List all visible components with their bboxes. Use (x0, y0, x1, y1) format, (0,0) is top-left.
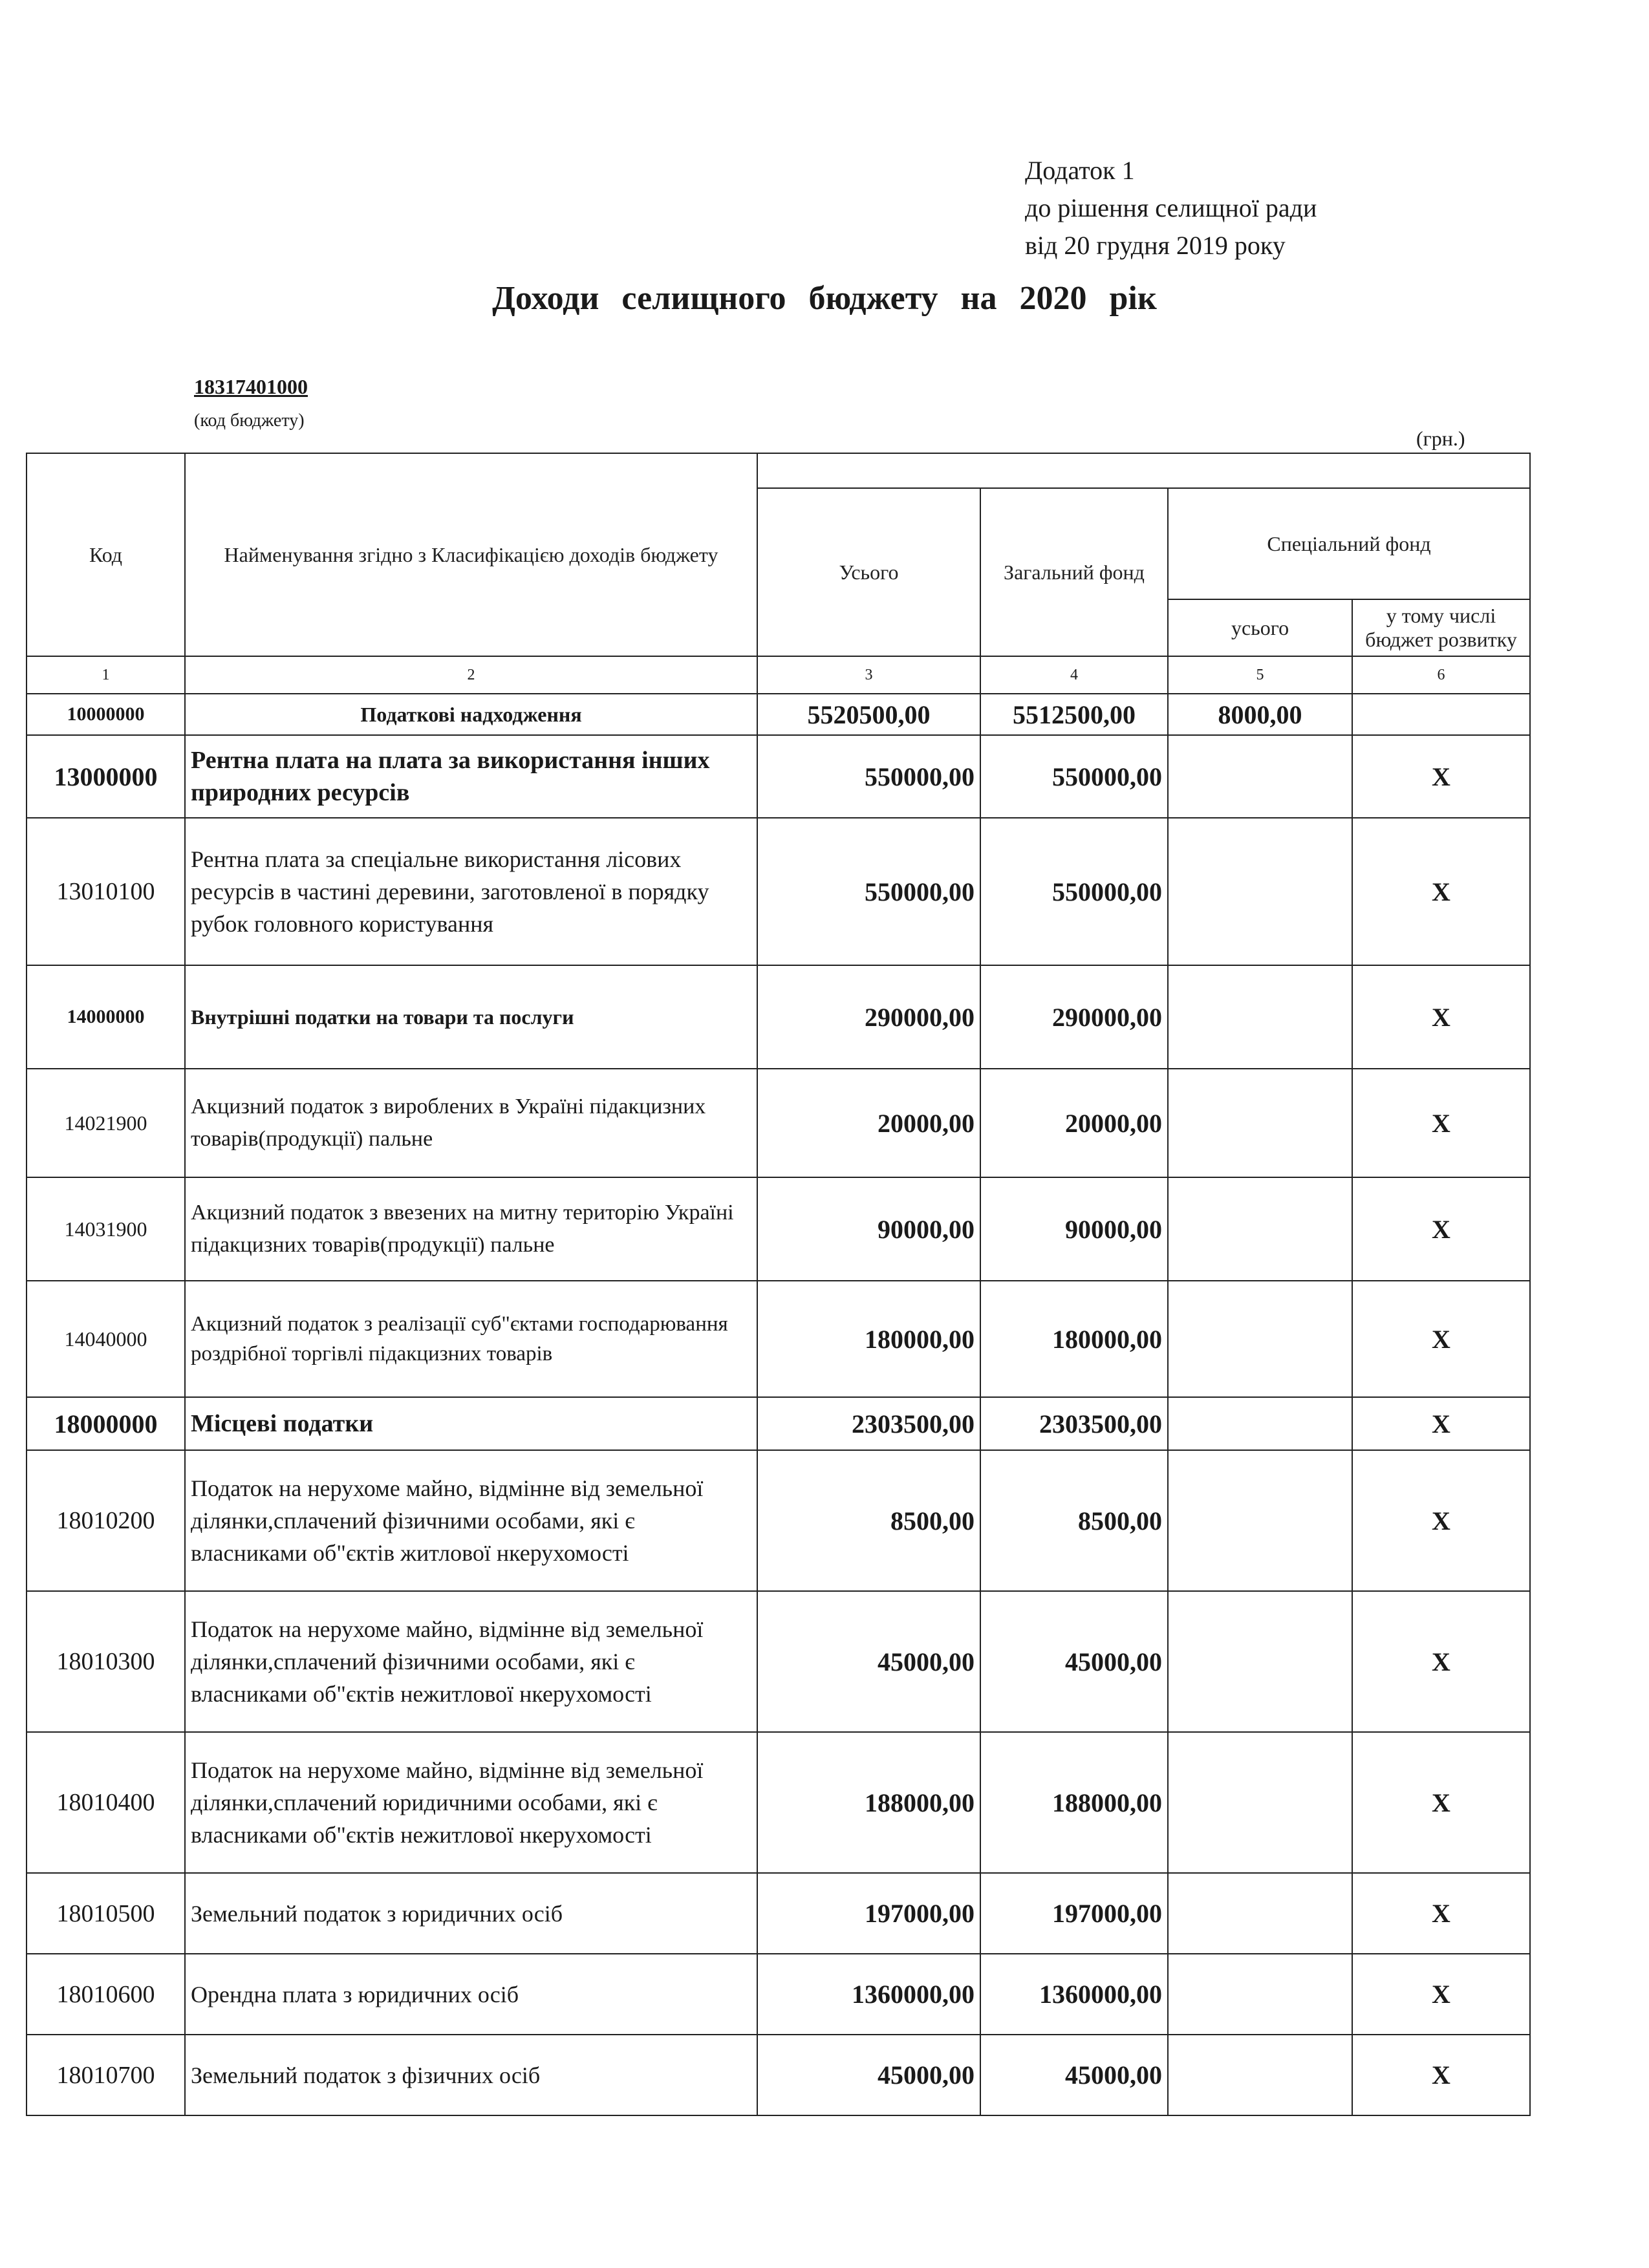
row-total: 8500,00 (757, 1450, 980, 1591)
row-special (1168, 1177, 1352, 1281)
row-dev: X (1352, 1591, 1530, 1732)
row-general: 45000,00 (980, 2035, 1168, 2115)
row-name: Податок на нерухоме майно, відмінне від земельної ділянки,сплачений фізичними особами, які є власниками об"єктів житлової нкерухомості (185, 1450, 757, 1591)
col-number-1: 1 (27, 656, 185, 694)
col-header-special-total: усього (1168, 599, 1352, 656)
table-row (27, 818, 1530, 965)
row-total: 2303500,00 (757, 1397, 980, 1450)
col-header-total: Усього (757, 488, 980, 656)
table-row (27, 965, 1530, 1069)
table-row (27, 1732, 1530, 1873)
row-name: Акцизний податок з ввезених на митну територію Україні підакцизних товарів(продукції) пальне (185, 1177, 757, 1281)
row-code: 18010200 (27, 1450, 185, 1591)
row-code: 13000000 (27, 735, 185, 818)
col-number-5: 5 (1168, 656, 1352, 694)
row-code: 10000000 (27, 694, 185, 735)
row-general: 1360000,00 (980, 1954, 1168, 2035)
row-code: 18010400 (27, 1732, 185, 1873)
row-dev: X (1352, 2035, 1530, 2115)
row-name: Рентна плата на плата за використання інших природних ресурсів (185, 735, 757, 818)
row-dev: X (1352, 1954, 1530, 2035)
row-dev: X (1352, 1732, 1530, 1873)
table-row (27, 1954, 1530, 2035)
row-dev: X (1352, 1177, 1530, 1281)
table-row (27, 694, 1530, 735)
row-total: 90000,00 (757, 1177, 980, 1281)
budget-code-label: (код бюджету) (194, 411, 305, 431)
table-row (27, 1450, 1530, 1591)
row-code: 18000000 (27, 1397, 185, 1450)
row-total: 290000,00 (757, 965, 980, 1069)
row-code: 13010100 (27, 818, 185, 965)
row-dev: X (1352, 1873, 1530, 1954)
row-general: 188000,00 (980, 1732, 1168, 1873)
row-total: 550000,00 (757, 735, 980, 818)
row-name: Орендна плата з юридичних осіб (185, 1954, 757, 2035)
row-general: 20000,00 (980, 1069, 1168, 1177)
row-special (1168, 1397, 1352, 1450)
row-total: 45000,00 (757, 2035, 980, 2115)
row-code: 18010700 (27, 2035, 185, 2115)
row-dev: X (1352, 1397, 1530, 1450)
row-dev (1352, 694, 1530, 735)
row-name: Податок на нерухоме майно, відмінне від земельної ділянки,сплачений фізичними особами, які є власниками об"єктів нежитлової нкерухомості (185, 1591, 757, 1732)
row-code: 14021900 (27, 1069, 185, 1177)
row-special (1168, 1069, 1352, 1177)
budget-code: 18317401000 (194, 375, 308, 398)
row-name: Акцизний податок з вироблених в Україні підакцизних товарів(продукції) пальне (185, 1069, 757, 1177)
row-general: 45000,00 (980, 1591, 1168, 1732)
row-special (1168, 1954, 1352, 2035)
appendix-header (1025, 152, 1317, 264)
row-name: Внутрішні податки на товари та послуги (185, 965, 757, 1069)
col-header-general: Загальний фонд (980, 488, 1168, 656)
row-total: 550000,00 (757, 818, 980, 965)
col-header-special-dev: у тому числі бюджет розвитку (1352, 599, 1530, 656)
row-general: 90000,00 (980, 1177, 1168, 1281)
revenue-table (26, 453, 1531, 2116)
col-number-2: 2 (185, 656, 757, 694)
row-special (1168, 1450, 1352, 1591)
row-special (1168, 1873, 1352, 1954)
table-row (27, 735, 1530, 818)
row-dev: X (1352, 965, 1530, 1069)
row-total: 188000,00 (757, 1732, 980, 1873)
row-general: 197000,00 (980, 1873, 1168, 1954)
table-row (27, 1873, 1530, 1954)
row-special: 8000,00 (1168, 694, 1352, 735)
row-special (1168, 1281, 1352, 1397)
budget-code-block (194, 375, 308, 431)
row-total: 5520500,00 (757, 694, 980, 735)
row-name: Податкові надходження (185, 694, 757, 735)
table-row (27, 1397, 1530, 1450)
row-special (1168, 2035, 1352, 2115)
column-number-row (27, 656, 1530, 694)
row-name: Земельний податок з фізичних осіб (185, 2035, 757, 2115)
row-name: Податок на нерухоме майно, відмінне від земельної ділянки,сплачений юридичними особами, які є власниками об"єктів нежитлової нкерухомості (185, 1732, 757, 1873)
row-name: Рентна плата за спеціальне використання лісових ресурсів в частині деревини, заготовленої в порядку рубок головного користування (185, 818, 757, 965)
table-row (27, 2035, 1530, 2115)
col-header-special: Спеціальний фонд (1168, 488, 1530, 599)
col-header-code: Код (27, 453, 185, 656)
row-general: 290000,00 (980, 965, 1168, 1069)
table-row (27, 1591, 1530, 1732)
row-code: 14040000 (27, 1281, 185, 1397)
row-name: Акцизний податок з реалізації суб"єктами господарювання роздрібної торгівлі підакцизних товарів (185, 1281, 757, 1397)
appendix-line-3: від 20 грудня 2019 року (1025, 231, 1286, 260)
row-general: 2303500,00 (980, 1397, 1168, 1450)
row-total: 20000,00 (757, 1069, 980, 1177)
row-dev: X (1352, 1281, 1530, 1397)
row-special (1168, 965, 1352, 1069)
col-number-4: 4 (980, 656, 1168, 694)
row-code: 14031900 (27, 1177, 185, 1281)
col-header-top-empty (757, 453, 1530, 488)
row-dev: X (1352, 1450, 1530, 1591)
row-code: 18010300 (27, 1591, 185, 1732)
row-special (1168, 818, 1352, 965)
col-number-6: 6 (1352, 656, 1530, 694)
table-row (27, 1281, 1530, 1397)
col-number-3: 3 (757, 656, 980, 694)
currency-unit: (грн.) (1416, 427, 1465, 450)
row-special (1168, 735, 1352, 818)
row-dev: X (1352, 818, 1530, 965)
appendix-line-2: до рішення селищної ради (1025, 193, 1317, 222)
document-title: Доходи селищного бюджету на 2020 рік (492, 280, 1157, 317)
row-name: Місцеві податки (185, 1397, 757, 1450)
row-special (1168, 1732, 1352, 1873)
row-total: 180000,00 (757, 1281, 980, 1397)
row-code: 18010600 (27, 1954, 185, 2035)
appendix-line-1: Додаток 1 (1025, 156, 1135, 185)
row-total: 1360000,00 (757, 1954, 980, 2035)
row-general: 550000,00 (980, 818, 1168, 965)
row-code: 14000000 (27, 965, 185, 1069)
row-general: 180000,00 (980, 1281, 1168, 1397)
row-general: 8500,00 (980, 1450, 1168, 1591)
row-special (1168, 1591, 1352, 1732)
row-general: 550000,00 (980, 735, 1168, 818)
row-total: 45000,00 (757, 1591, 980, 1732)
row-dev: X (1352, 735, 1530, 818)
row-total: 197000,00 (757, 1873, 980, 1954)
row-general: 5512500,00 (980, 694, 1168, 735)
table-row (27, 1177, 1530, 1281)
row-code: 18010500 (27, 1873, 185, 1954)
row-name: Земельний податок з юридичних осіб (185, 1873, 757, 1954)
row-dev: X (1352, 1069, 1530, 1177)
table-row (27, 1069, 1530, 1177)
col-header-name: Найменування згідно з Класифікацією доходів бюджету (185, 453, 757, 656)
